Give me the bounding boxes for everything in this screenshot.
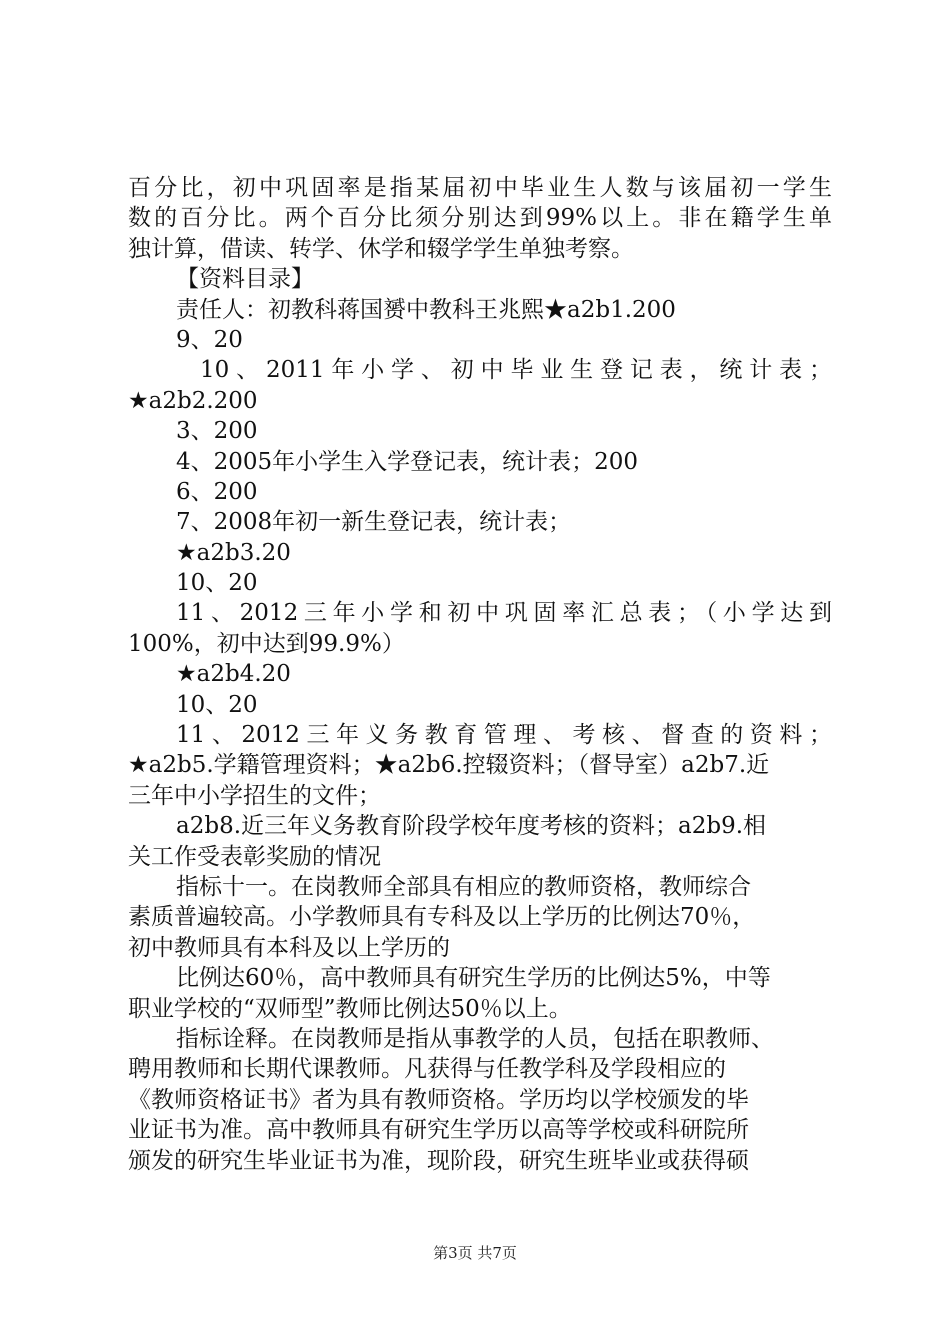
text-line: a2b8.近三年义务教育阶段学校年度考核的资料；a2b9.相 (176, 813, 767, 840)
text-line: 三年中小学招生的文件； (128, 782, 381, 809)
text-line: 颁发的研究生毕业证书为准，现阶段，研究生班毕业或获得硕 (128, 1147, 749, 1174)
text-line: 指标十一。在岗教师全部具有相应的教师资格，教师综合 (176, 873, 751, 900)
text-line: 素质普遍较高。小学教师具有专科及以上学历的比例达70％， (128, 904, 756, 931)
section-heading: 【资料目录】 (176, 266, 314, 293)
text-line: 比例达60％，高中教师具有研究生学历的比例达5%，中等 (176, 965, 771, 992)
text-line: ★a2b2.200 (128, 387, 258, 414)
text-line: 初中教师具有本科及以上学历的 (128, 934, 450, 961)
text-line: 9、20 (176, 326, 243, 353)
text-line: 4、2005年小学生入学登记表，统计表；200 (176, 448, 639, 475)
text-line: 《教师资格证书》者为具有教师资格。学历均以学校颁发的毕 (128, 1086, 749, 1113)
text-line: 3、200 (176, 418, 258, 445)
text-line: 聘用教师和长期代课教师。凡获得与任教学科及学段相应的 (128, 1056, 726, 1083)
text-line: 10、20 (176, 691, 258, 718)
text-line: 100%，初中达到99.9%） (128, 630, 405, 657)
text-line: ★a2b5.学籍管理资料；★a2b6.控辍资料；（督导室）a2b7.近 (128, 752, 770, 779)
document-body (128, 173, 832, 1176)
text-line: 6、200 (176, 478, 258, 505)
text-line: 独计算，借读、转学、休学和辍学学生单独考察。 (128, 235, 634, 262)
text-line: 关工作受表彰奖励的情况 (128, 843, 381, 870)
text-line: 11、2012三年小学和初中巩固率汇总表；（小学达到 (176, 600, 832, 627)
text-line: 百分比，初中巩固率是指某届初中毕业生人数与该届初一学生 (128, 175, 832, 201)
text-line: 10、20 (176, 570, 258, 597)
text-line: 10、2011年小学、初中毕业生登记表，统计表； (200, 357, 832, 384)
text-line: 7、2008年初一新生登记表，统计表； (176, 509, 572, 536)
text-line: 责任人：初教科蒋国赟中教科王兆熙★a2b1.200 (176, 296, 676, 323)
text-line: ★a2b4.20 (176, 661, 291, 688)
text-line: ★a2b3.20 (176, 539, 291, 566)
text-line: 指标诠释。在岗教师是指从事教学的人员，包括在职教师、 (176, 1025, 774, 1052)
text-line: 业证书为准。高中教师具有研究生学历以高等学校或科研院所 (128, 1117, 749, 1144)
text-line: 11、2012三年义务教育管理、考核、督查的资料； (176, 722, 832, 749)
text-line: 数的百分比。两个百分比须分别达到99%以上。非在籍学生单 (128, 205, 832, 232)
page-number-footer: 第3页 共7页 (433, 1244, 517, 1262)
text-line: 职业学校的“双师型”教师比例达50％以上。 (128, 995, 572, 1022)
